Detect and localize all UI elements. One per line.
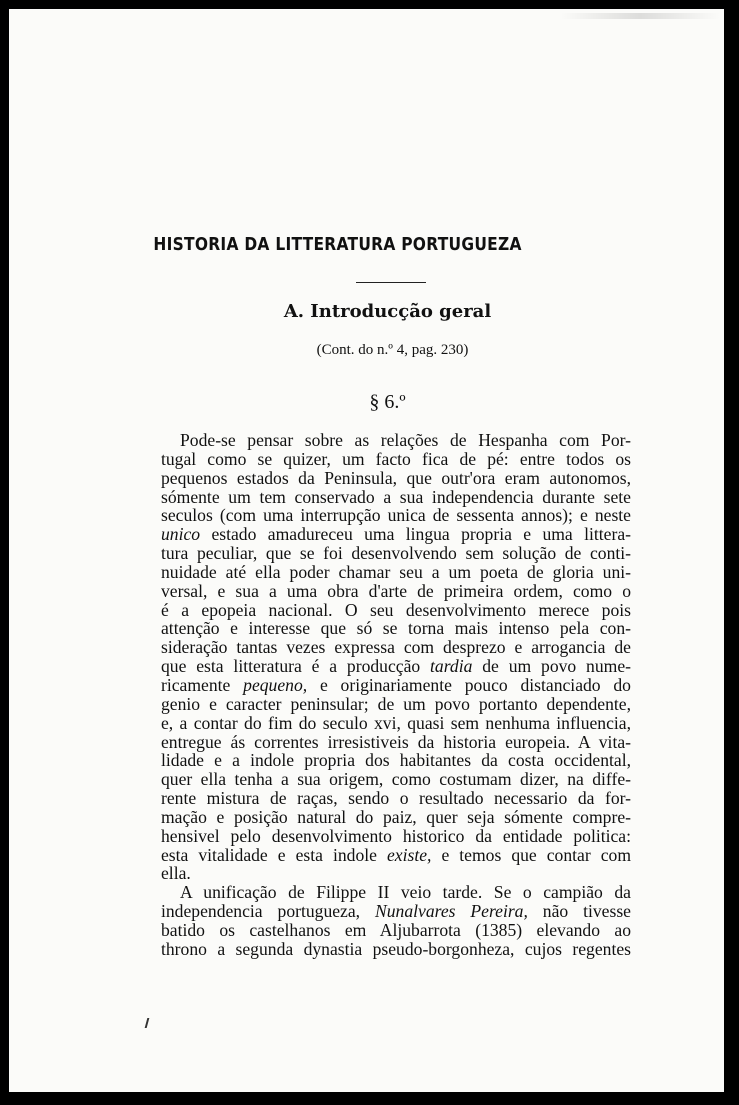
text-fragment: mação e posição natural do paiz, quer seja sómente compre-	[161, 806, 631, 827]
text-fragment: throno a segunda dynastia pseudo-borgonheza, cujos regentes	[161, 938, 631, 959]
text-fragment: sideração tantas vezes expressa com desprezo e arrogancia de	[161, 637, 631, 658]
text-line	[161, 676, 631, 695]
text-line	[161, 714, 631, 733]
text-line	[161, 506, 631, 525]
text-line	[161, 789, 631, 808]
text-line	[161, 601, 631, 620]
text-line	[161, 525, 631, 544]
text-fragment: attenção e interesse que só se torna mais intenso pela con-	[161, 618, 631, 639]
text-fragment: lidade e a indole propria dos habitantes da costa occidental,	[161, 750, 631, 771]
text-fragment: seculos (com uma interrupção unica de sessenta annos); e neste	[161, 505, 631, 526]
text-fragment: e, a contar do fim do seculo xvi, quasi sem nenhuma influencia,	[161, 712, 631, 733]
text-line	[161, 488, 631, 507]
text-fragment: sómente um tem conservado a sua independencia durante sete	[161, 486, 631, 507]
text-line	[161, 902, 631, 921]
text-fragment: Pode-se pensar sobre as relações de Hespanha com Por-	[180, 430, 631, 450]
text-fragment: ricamente	[161, 674, 244, 695]
text-fragment: estado amadureceu uma lingua propria e uma littera-	[200, 524, 631, 545]
paragraph-mark: § 6.º	[369, 391, 406, 413]
scan-specks	[560, 13, 720, 19]
italic-text: existe,	[386, 844, 432, 865]
text-line	[161, 921, 631, 940]
text-line	[161, 469, 631, 488]
text-line	[161, 864, 631, 883]
text-fragment: rente mistura de raças, sendo o resultado necessario da for-	[161, 788, 631, 809]
text-line	[161, 563, 631, 582]
text-line	[161, 808, 631, 827]
italic-text: Nunalvares Pereira,	[375, 901, 528, 922]
text-fragment: esta vitalidade e esta indole	[161, 844, 387, 865]
text-fragment: versal, e sua a uma obra d'arte de primeira ordem, como o	[161, 580, 631, 601]
section-heading: A. Introducção geral	[283, 301, 492, 322]
text-line	[161, 846, 631, 865]
body-text	[161, 431, 631, 959]
text-fragment: e temos que contar com	[431, 844, 632, 865]
text-fragment: hensivel pelo desenvolvimento historico da entidade politica:	[161, 825, 631, 846]
text-fragment: batido os castelhanos em Aljubarrota (1385) elevando ao	[161, 919, 631, 940]
text-fragment: entregue ás correntes irresistiveis da historia europeia. A vita-	[161, 731, 631, 752]
text-line	[161, 450, 631, 469]
continuation-note: (Cont. do n.º 4, pag. 230)	[316, 342, 469, 358]
text-fragment: A unificação de Filippe II veio tarde. Se o campião da	[180, 882, 631, 903]
text-fragment: quer ella tenha a sua origem, como costumam dizer, na diffe-	[161, 769, 631, 790]
text-fragment: que esta litteratura é a producção	[161, 656, 431, 677]
title-rule	[356, 282, 426, 283]
text-line	[161, 770, 631, 789]
text-fragment: pequenos estados da Peninsula, que outr'ora eram autonomos,	[161, 467, 631, 488]
text-fragment: tura peculiar, que se foi desenvolvendo sem solução de conti-	[161, 543, 631, 564]
text-fragment: é a epopeia nacional. O seu desenvolvimento merece pois	[161, 599, 631, 620]
text-line	[161, 883, 631, 902]
italic-text: tardia	[430, 656, 473, 677]
text-line	[161, 638, 631, 657]
text-fragment: de um povo nume-	[472, 656, 631, 677]
text-line	[161, 940, 631, 959]
text-line	[161, 751, 631, 770]
text-fragment: independencia portugueza,	[161, 901, 375, 922]
text-line	[161, 657, 631, 676]
text-line	[161, 582, 631, 601]
text-fragment: não tivesse	[527, 901, 631, 922]
italic-text: unico	[161, 524, 201, 545]
text-line	[161, 619, 631, 638]
text-fragment: nuidade até ella poder chamar seu a um poeta de gloria uni-	[161, 561, 631, 582]
text-line	[161, 827, 631, 846]
text-line	[161, 431, 631, 450]
text-line	[161, 733, 631, 752]
text-fragment: e originariamente pouco distanciado do	[307, 674, 631, 695]
text-fragment: tugal como se quizer, um facto fica de pé: entre todos os	[161, 448, 631, 469]
text-fragment: ella.	[161, 863, 191, 884]
text-line	[161, 695, 631, 714]
italic-text: pequeno,	[243, 674, 308, 695]
text-line	[161, 544, 631, 563]
document-title: HISTORIA DA LITTERATURA PORTUGUEZA	[153, 234, 522, 255]
text-fragment: genio e caracter peninsular; de um povo portanto dependente,	[161, 693, 631, 714]
